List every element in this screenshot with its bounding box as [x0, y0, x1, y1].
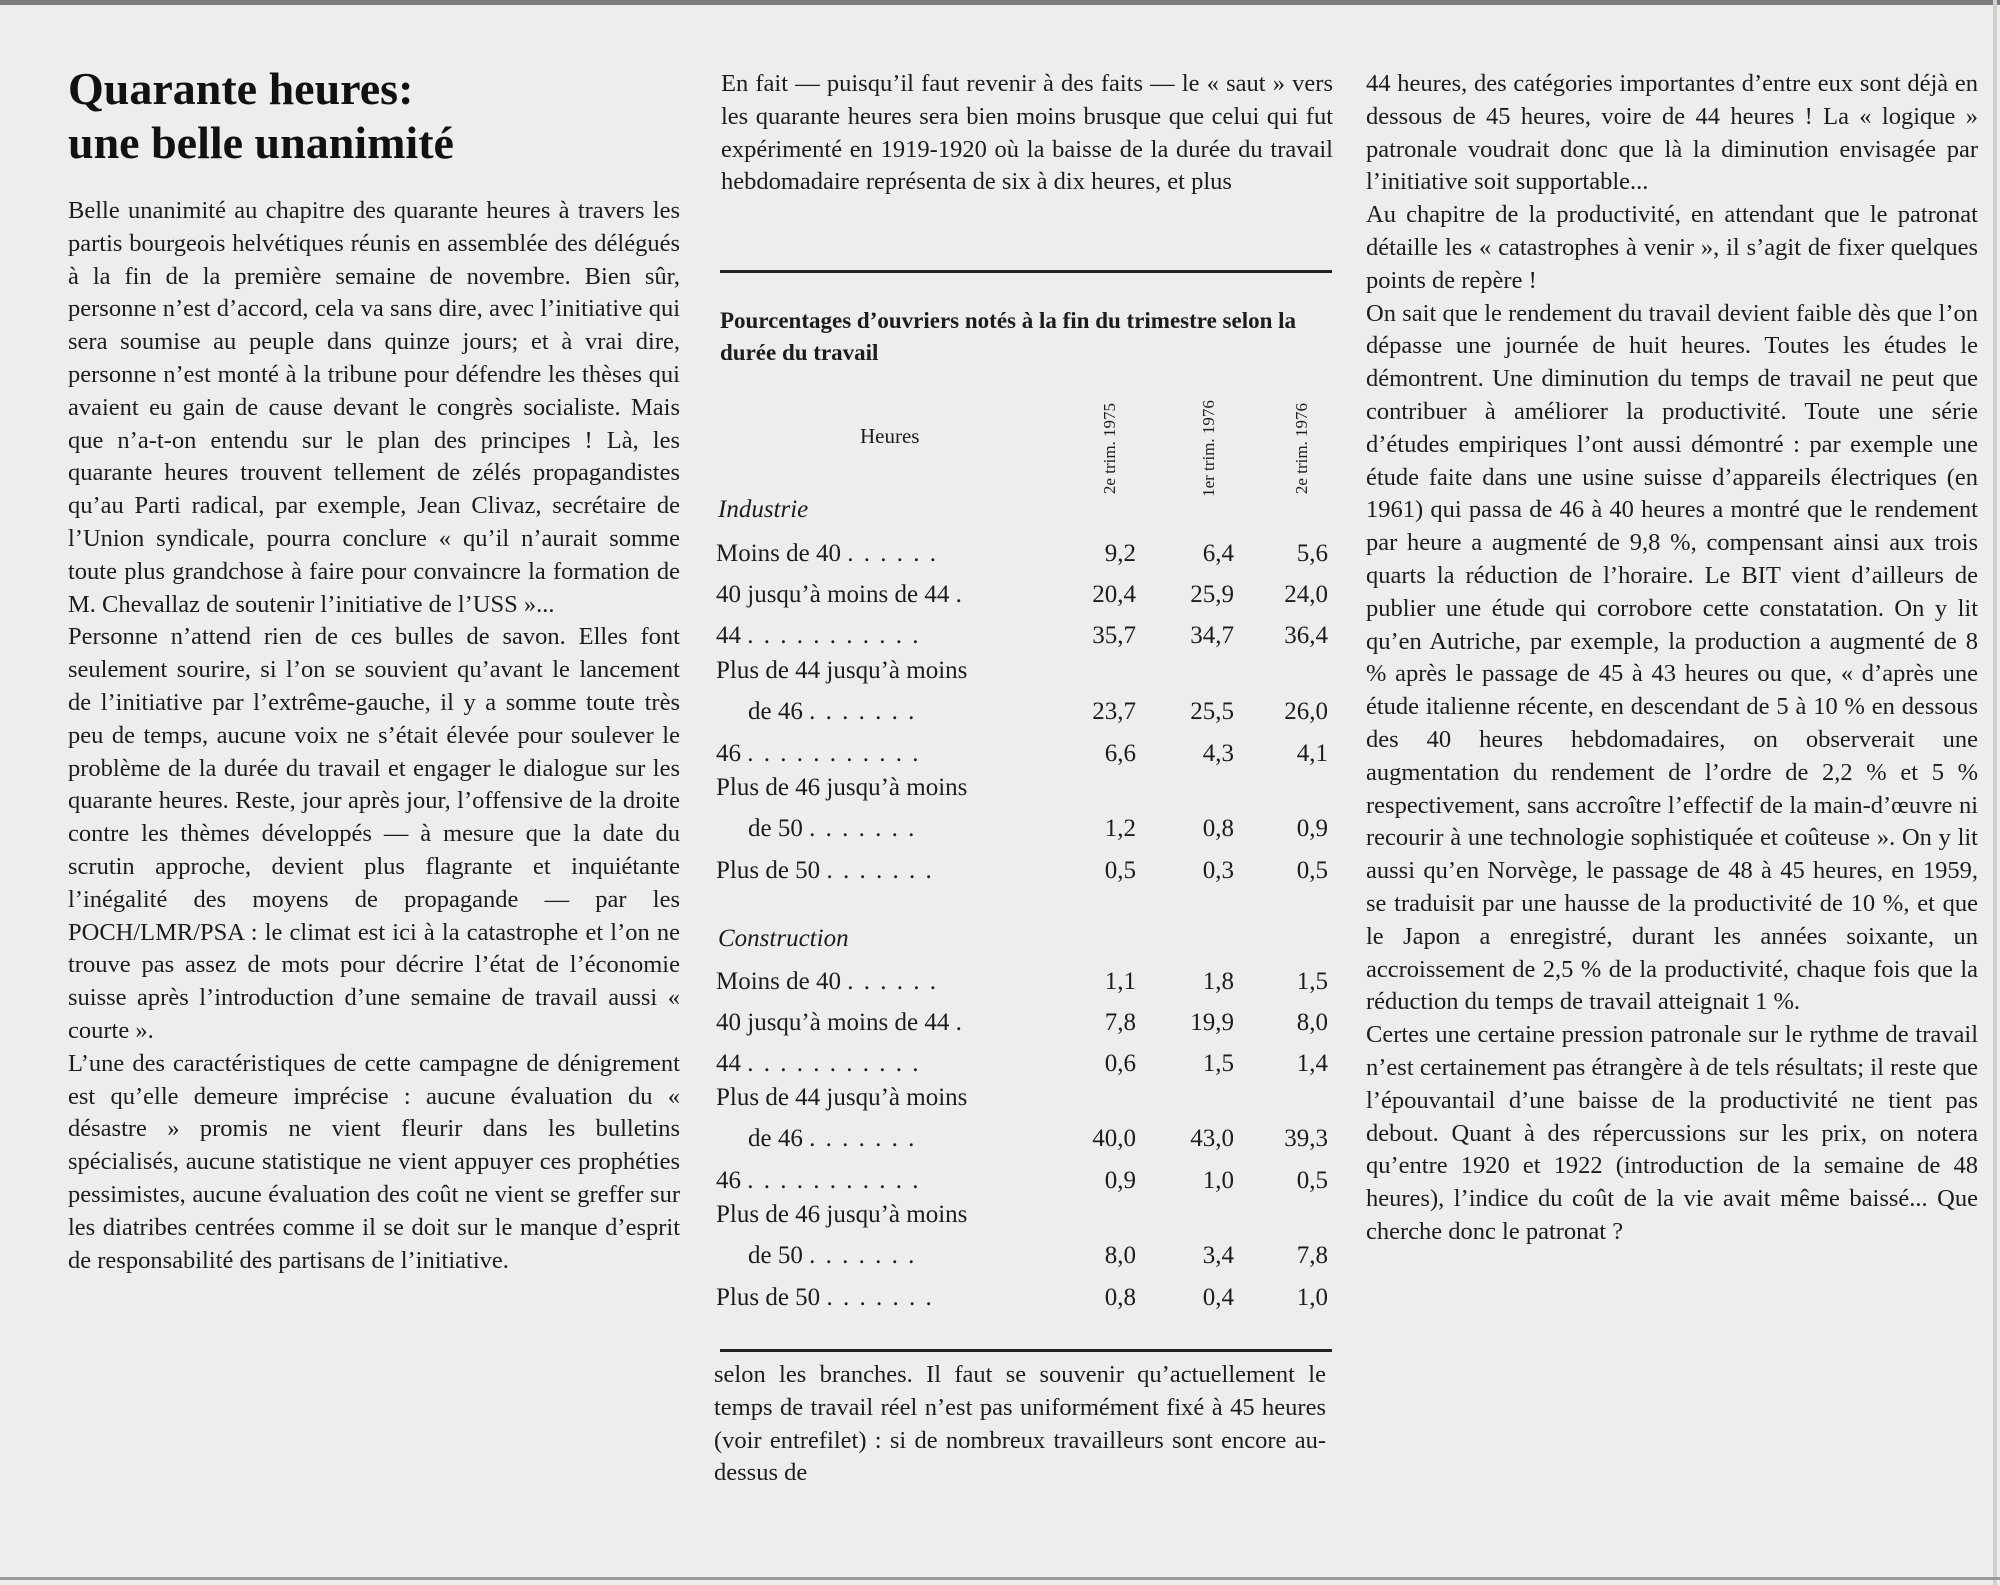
row-label: Moins de 40 — [716, 540, 841, 567]
cell-value: 4,3 — [1202, 740, 1234, 767]
cell-value: 39,3 — [1284, 1125, 1328, 1152]
cell-value: 6,4 — [1202, 540, 1234, 567]
row-label-top: Plus de 44 jusqu’à moins — [716, 1084, 968, 1111]
col2-bottom-paragraph: selon les branches. Il faut se souvenir qu’actuellement le temps de travail réel n’est pas uniformément fixé à 45 heures (voir entrefilet) : si de nombreux travailleurs sont encore au-dessus de — [714, 1361, 1326, 1487]
row-label-top: Plus de 46 jusqu’à moins — [716, 1201, 968, 1228]
row-label: 40 jusqu’à moins de 44 — [716, 581, 950, 608]
table-header-col-1 — [1070, 402, 1150, 494]
bottom-border — [0, 1577, 2000, 1580]
cell-value: 43,0 — [1190, 1125, 1234, 1152]
cell-value: 25,9 — [1190, 581, 1234, 608]
cell-value: 5,6 — [1296, 540, 1328, 567]
cell-value: 0,5 — [1296, 857, 1328, 884]
cell-value: 1,8 — [1202, 968, 1234, 995]
table-row — [716, 1084, 1336, 1165]
cell-value: 19,9 — [1190, 1009, 1234, 1036]
cell-value: 0,8 — [1202, 815, 1234, 842]
row-label: de 46 — [748, 698, 803, 725]
table-top-rule — [720, 270, 1332, 273]
cell-value: 1,4 — [1296, 1050, 1328, 1077]
cell-value: 0,8 — [1104, 1284, 1136, 1311]
column-2-bottom — [714, 1359, 1326, 1490]
cell-value: 0,9 — [1296, 815, 1328, 842]
cell-value: 4,1 — [1296, 740, 1328, 767]
table-row — [716, 540, 1336, 580]
cell-value: 34,7 — [1190, 622, 1234, 649]
cell-value: 35,7 — [1092, 622, 1136, 649]
row-leader-dots: . . . . . . . — [826, 857, 934, 884]
table-row — [716, 622, 1336, 662]
table-row — [716, 1284, 1336, 1324]
cell-value: 25,5 — [1190, 698, 1234, 725]
cell-value: 0,3 — [1202, 857, 1234, 884]
cell-value: 3,4 — [1202, 1242, 1234, 1269]
col3-paragraph: Au chapitre de la productivité, en attendant que le patronat détaille les « catastrophes à venir », il s’agit de fixer quelques points de repère ! — [1366, 201, 1978, 294]
article-title — [68, 62, 454, 170]
cell-value: 23,7 — [1092, 698, 1136, 725]
table-title: Pourcentages d’ouvriers notés à la fin du trimestre selon la durée du travail — [720, 308, 1297, 365]
row-leader-dots: . . . . . . . — [826, 1284, 934, 1311]
table-row — [716, 1009, 1336, 1049]
col-2-label: 1er trim. 1976 — [1198, 399, 1218, 497]
table-row — [716, 857, 1336, 897]
row-leader-dots: . . . . . . . . . . . — [747, 622, 921, 649]
cell-value: 9,2 — [1104, 540, 1136, 567]
row-label-top: Plus de 46 jusqu’à moins — [716, 774, 968, 801]
row-label: Moins de 40 — [716, 968, 841, 995]
col3-paragraph: 44 heures, des catégories importantes d’entre eux sont déjà en dessous de 45 heures, voire de 44 heures ! La « logique » patronale voudrait donc que là la diminution envisagée par l’initiative soit supportable... — [1366, 70, 1978, 196]
row-leader-dots: . . . . . . . . . . . — [747, 1050, 921, 1077]
cell-value: 8,0 — [1104, 1242, 1136, 1269]
page-edge — [1993, 0, 1997, 1585]
table-row — [716, 968, 1336, 1008]
cell-value: 0,9 — [1104, 1167, 1136, 1194]
cell-value: 7,8 — [1104, 1009, 1136, 1036]
row-label: 46 — [716, 1167, 741, 1194]
table-header-col-3 — [1262, 402, 1342, 494]
table-row — [716, 657, 1336, 738]
row-label: de 50 — [748, 1242, 803, 1269]
table-row — [716, 581, 1336, 621]
row-label: de 50 — [748, 815, 803, 842]
col2-top-paragraph: En fait — puisqu’il faut revenir à des faits — le « saut » vers les quarante heures sera bien moins brusque que celui qui fut expérimenté en 1919-1920 où la baisse de la durée du travail hebdomadaire représenta de six à dix heures, et plus — [721, 70, 1333, 196]
table-row — [716, 1201, 1336, 1282]
cell-value: 1,5 — [1202, 1050, 1234, 1077]
title-line-1: Quarante heures: — [68, 63, 414, 114]
table-header-heures: Heures — [860, 424, 920, 448]
top-border — [0, 0, 2000, 5]
column-2-top — [721, 68, 1333, 199]
cell-value: 6,6 — [1104, 740, 1136, 767]
cell-value: 1,5 — [1296, 968, 1328, 995]
row-label: 44 — [716, 622, 741, 649]
cell-value: 40,0 — [1092, 1125, 1136, 1152]
cell-value: 24,0 — [1284, 581, 1328, 608]
col3-paragraph: Certes une certaine pression patronale sur le rythme de travail n’est certainement pas étrangère à de tels résultats; il reste que l’épouvantail d’une baisse de la productivité ne tient pas debout. Quant à des répercussions sur les prix, on notera qu’entre 1920 et 1922 (introduction de la semaine de 48 heures), l’indice du coût de la vie avait même baissé... Que cherche donc le patronat ? — [1366, 1021, 1978, 1245]
row-label: de 46 — [748, 1125, 803, 1152]
cell-value: 36,4 — [1284, 622, 1328, 649]
row-leader-dots: . . . . . . — [847, 540, 938, 567]
col-1-label: 2e trim. 1975 — [1100, 402, 1120, 494]
column-3 — [1366, 68, 1978, 1249]
row-label: 46 — [716, 740, 741, 767]
col1-paragraph: Personne n’attend rien de ces bulles de savon. Elles font seulement sourire, si l’on se souvient qu’avant le lancement de l’initiative par l’extrême-gauche, il y a somme toute très peu de temps, aucune voix ne s’était élevée pour soulever le problème de la durée du travail et engager le dialogue sur les quarante heures. Reste, jour après jour, l’offensive de la droite contre les thèmes développés — à mesure que la date du scrutin approche, devient plus flagrante et inquiétante l’inégalité des moyens de propagande — par les POCH/LMR/PSA : le climat est ici à la catastrophe et l’on ne trouve pas assez de mots pour décrire l’état de l’économie suisse après l’introduction d’une semaine de travail aussi « courte ». — [68, 623, 680, 1044]
row-leader-dots: . . . . . . . . . . . — [747, 740, 921, 767]
col1-paragraph: L’une des caractéristiques de cette campagne de dénigrement est qu’elle demeure imprécise : aucune évaluation du « désastre » promis ne vient fleurir dans les bulletins spécialisés, aucune statistique ne vient appuyer ces prophéties pessimistes, aucune évaluation des coût ne vient se greffer sur les diatribes centrées comme il se doit sur le manque d’esprit de responsabilité des partisans de l’initiative. — [68, 1049, 680, 1274]
cell-value: 8,0 — [1296, 1009, 1328, 1036]
table-header-col-2 — [1168, 399, 1248, 497]
cell-value: 1,1 — [1104, 968, 1136, 995]
cell-value: 0,5 — [1104, 857, 1136, 884]
cell-value: 7,8 — [1296, 1242, 1328, 1269]
section-construction: Construction — [718, 925, 849, 952]
row-label: 44 — [716, 1050, 741, 1077]
cell-value: 1,2 — [1104, 815, 1136, 842]
cell-value: 1,0 — [1296, 1284, 1328, 1311]
row-label: 40 jusqu’à moins de 44 — [716, 1009, 950, 1036]
cell-value: 1,0 — [1202, 1167, 1234, 1194]
row-leader-dots: . . . . . . . — [809, 815, 917, 842]
cell-value: 20,4 — [1092, 581, 1136, 608]
table-bottom-rule — [720, 1349, 1332, 1352]
row-leader-dots: . . . . . . . — [809, 1125, 917, 1152]
col-3-label: 2e trim. 1976 — [1292, 402, 1312, 494]
table-row — [716, 774, 1336, 855]
cell-value: 0,5 — [1296, 1167, 1328, 1194]
row-leader-dots: . — [955, 1009, 964, 1036]
row-leader-dots: . . . . . . . — [809, 698, 917, 725]
row-leader-dots: . . . . . . . . . . . — [747, 1167, 921, 1194]
row-leader-dots: . . . . . . — [847, 968, 938, 995]
row-leader-dots: . — [955, 581, 964, 608]
row-label-top: Plus de 44 jusqu’à moins — [716, 657, 968, 684]
column-1 — [68, 195, 680, 1277]
col1-paragraph: Belle unanimité au chapitre des quarante heures à travers les partis bourgeois helvétiques réunis en assemblée des délégués à la fin de la première semaine de novembre. Bien sûr, personne n’est d’accord, cela va sans dire, avec l’initiative qui sera soumise au peuple dans quinze jours; et à vrai dire, personne n’est monté à la tribune pour défendre les thèses qui avaient eu gain de cause devant le congrès socialiste. Mais que n’a-t-on entendu sur le plan des principes ! Là, les quarante heures trouvent tellement de zélés propagandistes qu’au Parti radical, par exemple, Jean Clivaz, secrétaire de l’Union syndicale, pourra conclure « qu’il n’aurait somme toute plus grandchose à faire pour convaincre la formation de M. Chevallaz de soutenir l’initiative de l’USS »... — [68, 197, 680, 618]
cell-value: 0,4 — [1202, 1284, 1234, 1311]
row-label: Plus de 50 — [716, 857, 821, 884]
row-leader-dots: . . . . . . . — [809, 1242, 917, 1269]
section-industrie: Industrie — [718, 496, 809, 523]
col3-paragraph: On sait que le rendement du travail devient faible dès que l’on dépasse une journée de huit heures. Toutes les études le démontrent. Une diminution du temps de travail ne peut que contribuer à améliorer la productivité. Toute une série d’études empiriques l’ont aussi démontré : par exemple une étude faite dans une usine suisse d’appareils électriques (en 1961) qui passa de 46 à 40 heures a montré que le rendement par heure a augmenté de 9,8 %, compensant ainsi aux trois quarts la réduction de l’horaire. Le BIT vient d’ailleurs de publier une étude qui corrobore cette constatation. On y lit qu’en Autriche, par exemple, la production a augmenté de 8 % après le passage de 45 à 43 heures ou que, « d’après une étude italienne récente, en descendant de 5 à 10 % en dessous des 40 heures hebdomadaires, on observerait une augmentation du rendement de l’ordre de 2,2 % et 5 % respectivement, sans accroître l’effectif de la main-d’œuvre ni recourir à une technologie sophistiquée et coûteuse ». On y lit aussi qu’en Norvège, le passage de 48 à 45 heures, en 1959, se traduisit par une hausse de la productivité de 10 %, et que le Japon a enregistré, durant les années soixante, un accroissement de 2,5 % de la productivité, chaque fois que la réduction du temps de travail atteignait 1 %. — [1366, 299, 1978, 1016]
cell-value: 0,6 — [1104, 1050, 1136, 1077]
row-label: Plus de 50 — [716, 1284, 821, 1311]
title-line-2: une belle unanimité — [68, 117, 454, 168]
cell-value: 26,0 — [1284, 698, 1328, 725]
